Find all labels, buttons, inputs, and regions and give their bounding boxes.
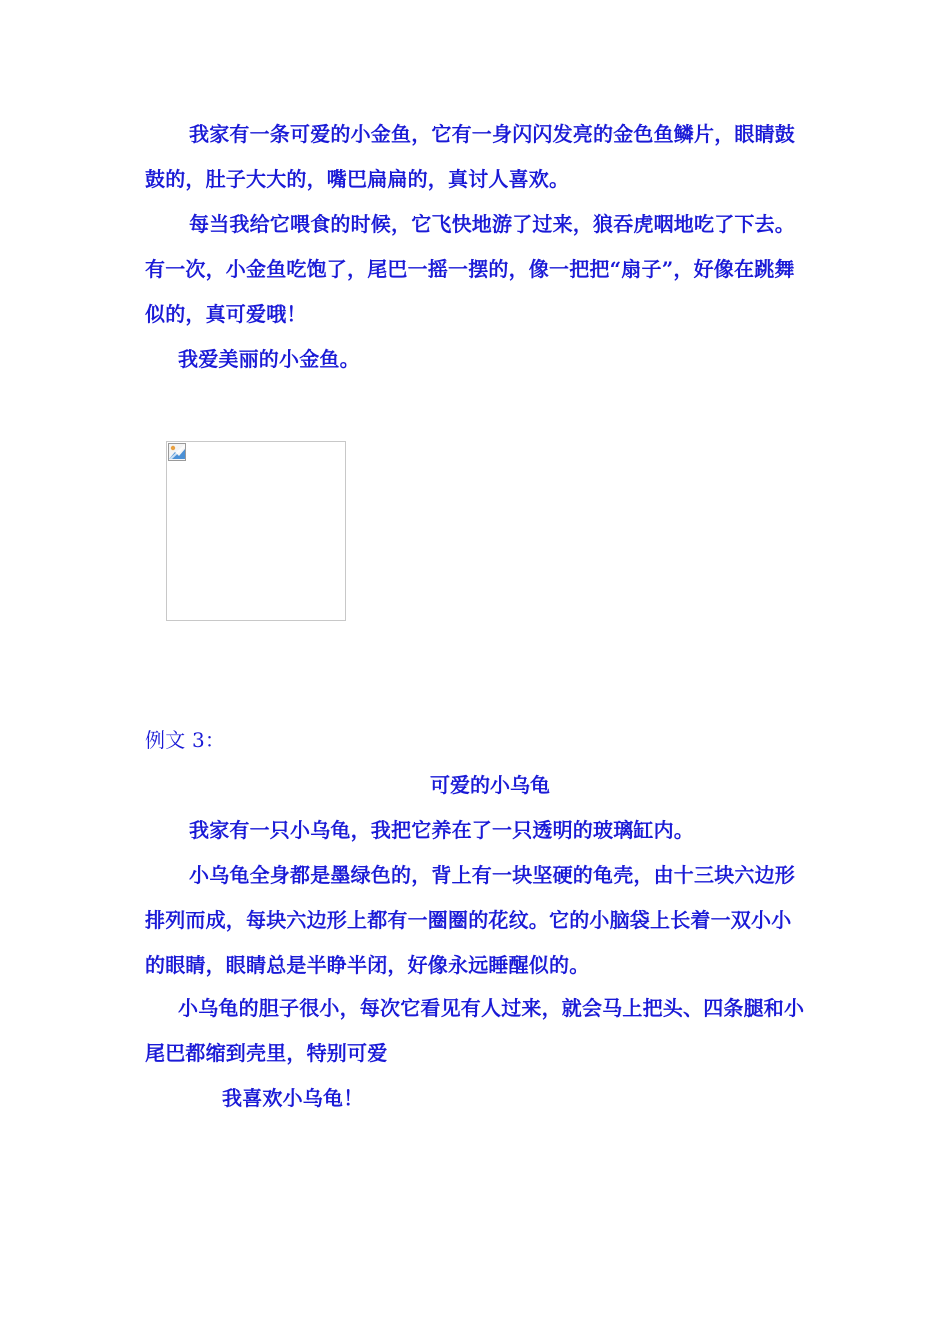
example-label: 例文 3： bbox=[145, 728, 226, 752]
story3-paragraph-1: 我家有一只小乌龟，我把它养在了一只透明的玻璃缸内。 bbox=[189, 818, 694, 842]
story3-paragraph-2: 小乌龟全身都是墨绿色的，背上有一块坚硬的龟壳，由十三块六边形排列而成，每块六边形上都有一圈圈的花纹。它的小脑袋上长着一双小小的眼睛，眼睛总是半睁半闭，好像永远睡醒似的。 bbox=[145, 863, 795, 977]
story2-paragraph-2: 每当我给它喂食的时候，它飞快地游了过来，狼吞虎咽地吃了下去。有一次，小金鱼吃饱了，尾巴一摇一摆的，像一把把“扇子”，好像在跳舞似的，真可爱哦！ bbox=[145, 212, 795, 326]
story2-paragraph-3: 我爱美丽的小金鱼。 bbox=[178, 347, 360, 371]
story2-paragraph-1: 我家有一条可爱的小金鱼，它有一身闪闪发亮的金色鱼鳞片，眼睛鼓鼓的，肚子大大的，嘴巴扁扁的，真讨人喜欢。 bbox=[145, 122, 795, 191]
story3-title: 可爱的小乌龟 bbox=[430, 773, 550, 797]
story3-paragraph-3: 小乌龟的胆子很小，每次它看见有人过来，就会马上把头、四条腿和小尾巴都缩到壳里，特别可爱 bbox=[145, 996, 805, 1065]
story3-paragraph-4: 我喜欢小乌龟！ bbox=[222, 1086, 364, 1110]
image-placeholder bbox=[166, 441, 346, 621]
broken-image-icon bbox=[168, 443, 186, 461]
